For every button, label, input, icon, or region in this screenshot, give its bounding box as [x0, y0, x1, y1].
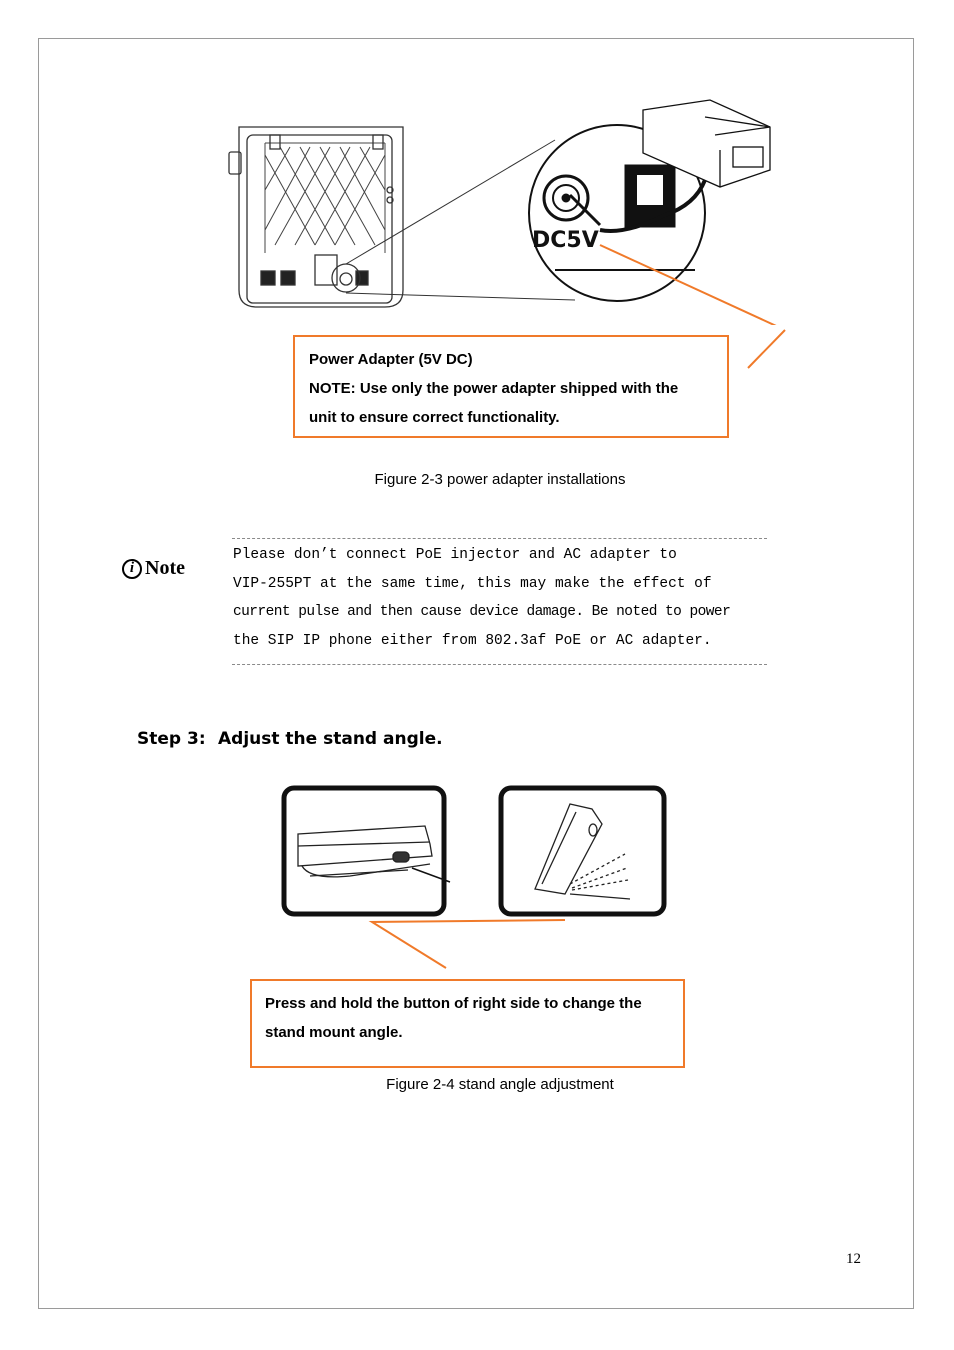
- step-number: Step 3:: [137, 729, 206, 749]
- callout-line2: stand mount angle.: [265, 1024, 403, 1041]
- power-adapter-callout: [293, 335, 729, 438]
- callout-pointer: [740, 325, 795, 375]
- callout-note-line2: unit to ensure correct functionality.: [309, 409, 560, 426]
- note-text: [233, 541, 767, 656]
- callout-note-line1: NOTE: Use only the power adapter shipped with the: [309, 380, 679, 397]
- note-top-divider: [232, 538, 767, 539]
- note-label: [122, 557, 185, 580]
- power-adapter-illustration: [225, 95, 800, 325]
- info-icon: i: [122, 559, 142, 579]
- phone-back-plate: [229, 127, 403, 307]
- note-label-text: Note: [145, 557, 185, 579]
- page-number: 12: [846, 1251, 861, 1267]
- callout-line1: Press and hold the button of right side to change the: [265, 995, 642, 1012]
- note-line: VIP-255PT at the same time, this may make the effect of: [233, 575, 712, 592]
- note-bottom-divider: [232, 664, 767, 665]
- figure-2-4-caption: Figure 2-4 stand angle adjustment: [386, 1076, 614, 1093]
- stand-angle-callout: [250, 979, 685, 1068]
- note-line: the SIP IP phone either from 802.3af PoE or AC adapter.: [233, 633, 712, 650]
- note-line: Please don’t connect PoE injector and AC adapter to: [233, 547, 677, 563]
- figure-2-3-caption: Figure 2-3 power adapter installations: [374, 471, 626, 488]
- stand-angle-illustration: [280, 784, 670, 974]
- step-heading: [137, 729, 443, 749]
- note-line: current pulse and then cause device damage. Be noted to power: [233, 604, 731, 621]
- dc5v-label: DC5V: [532, 228, 599, 253]
- callout-title: Power Adapter (5V DC): [309, 351, 473, 368]
- step-title: Adjust the stand angle.: [218, 729, 443, 749]
